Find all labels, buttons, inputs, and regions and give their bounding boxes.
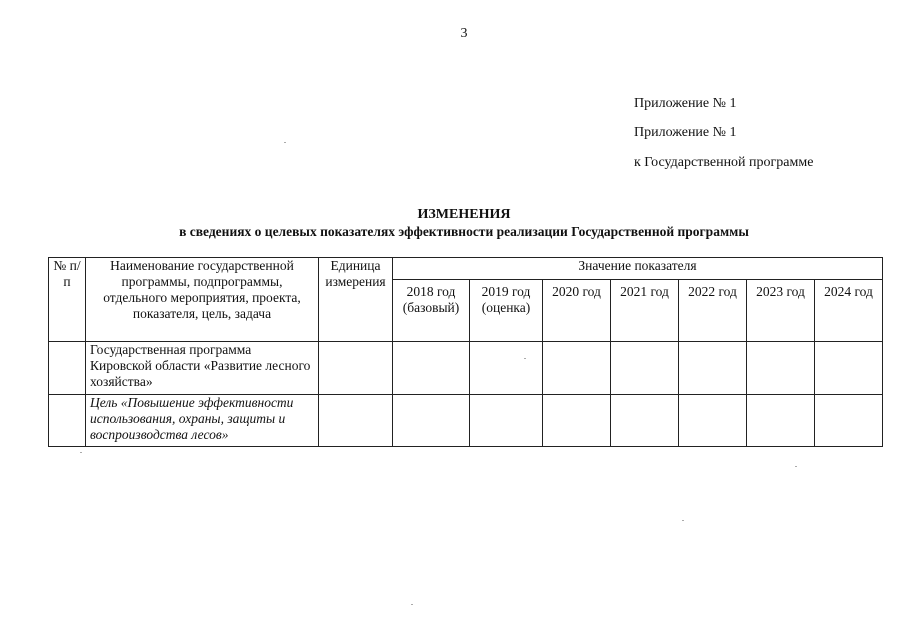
page-number: 3 [460,26,468,41]
header-year-2021: 2021 год [611,280,679,342]
row-name-cell: Цель «Повышение эффективности использования, охраны, защиты и воспроизводства лесов» [86,394,319,447]
document-subtitle: в сведениях о целевых показателях эффективности реализации Государственной программы [179,224,749,239]
value-cell [815,342,883,395]
header-name: Наименование государственной программы, подпрограммы, отдельного мероприятия, проекта, показателя, цель, задача [86,258,319,342]
scan-speck [795,466,797,467]
row-unit-cell [319,342,393,395]
value-cell [470,394,543,447]
header-number: № п/п [49,258,86,342]
header-value-group: Значение показателя [393,258,883,280]
value-cell [543,394,611,447]
row-name-cell: Государственная программа Кировской области «Развитие лесного хозяйства» [86,342,319,395]
header-year-2023: 2023 год [747,280,815,342]
scan-speck [411,604,413,605]
row-unit-cell [319,394,393,447]
appendix-line-3: к Государственной программе [634,155,814,170]
scan-speck [682,520,684,521]
value-cell [611,342,679,395]
scan-speck [284,142,286,143]
row-number-cell [49,394,86,447]
header-unit: Единица измерения [319,258,393,342]
scan-speck [80,452,82,453]
value-cell [470,342,543,395]
appendix-line-1: Приложение № 1 [634,96,737,111]
value-cell [543,342,611,395]
header-year-2020: 2020 год [543,280,611,342]
scan-speck [524,358,526,359]
document-title: ИЗМЕНЕНИЯ [417,207,511,222]
value-cell [393,394,470,447]
value-cell [679,394,747,447]
value-cell [679,342,747,395]
header-year-2018: 2018 год (базовый) [393,280,470,342]
value-cell [815,394,883,447]
header-year-2022: 2022 год [679,280,747,342]
value-cell [747,342,815,395]
table-row [49,394,883,447]
value-cell [393,342,470,395]
header-year-2024: 2024 год [815,280,883,342]
appendix-line-2: Приложение № 1 [634,125,737,140]
table-row [49,342,883,395]
document-heading [0,206,905,240]
value-cell [611,394,679,447]
value-cell [747,394,815,447]
header-year-2019: 2019 год (оценка) [470,280,543,342]
row-number-cell [49,342,86,395]
indicators-table [48,257,883,447]
